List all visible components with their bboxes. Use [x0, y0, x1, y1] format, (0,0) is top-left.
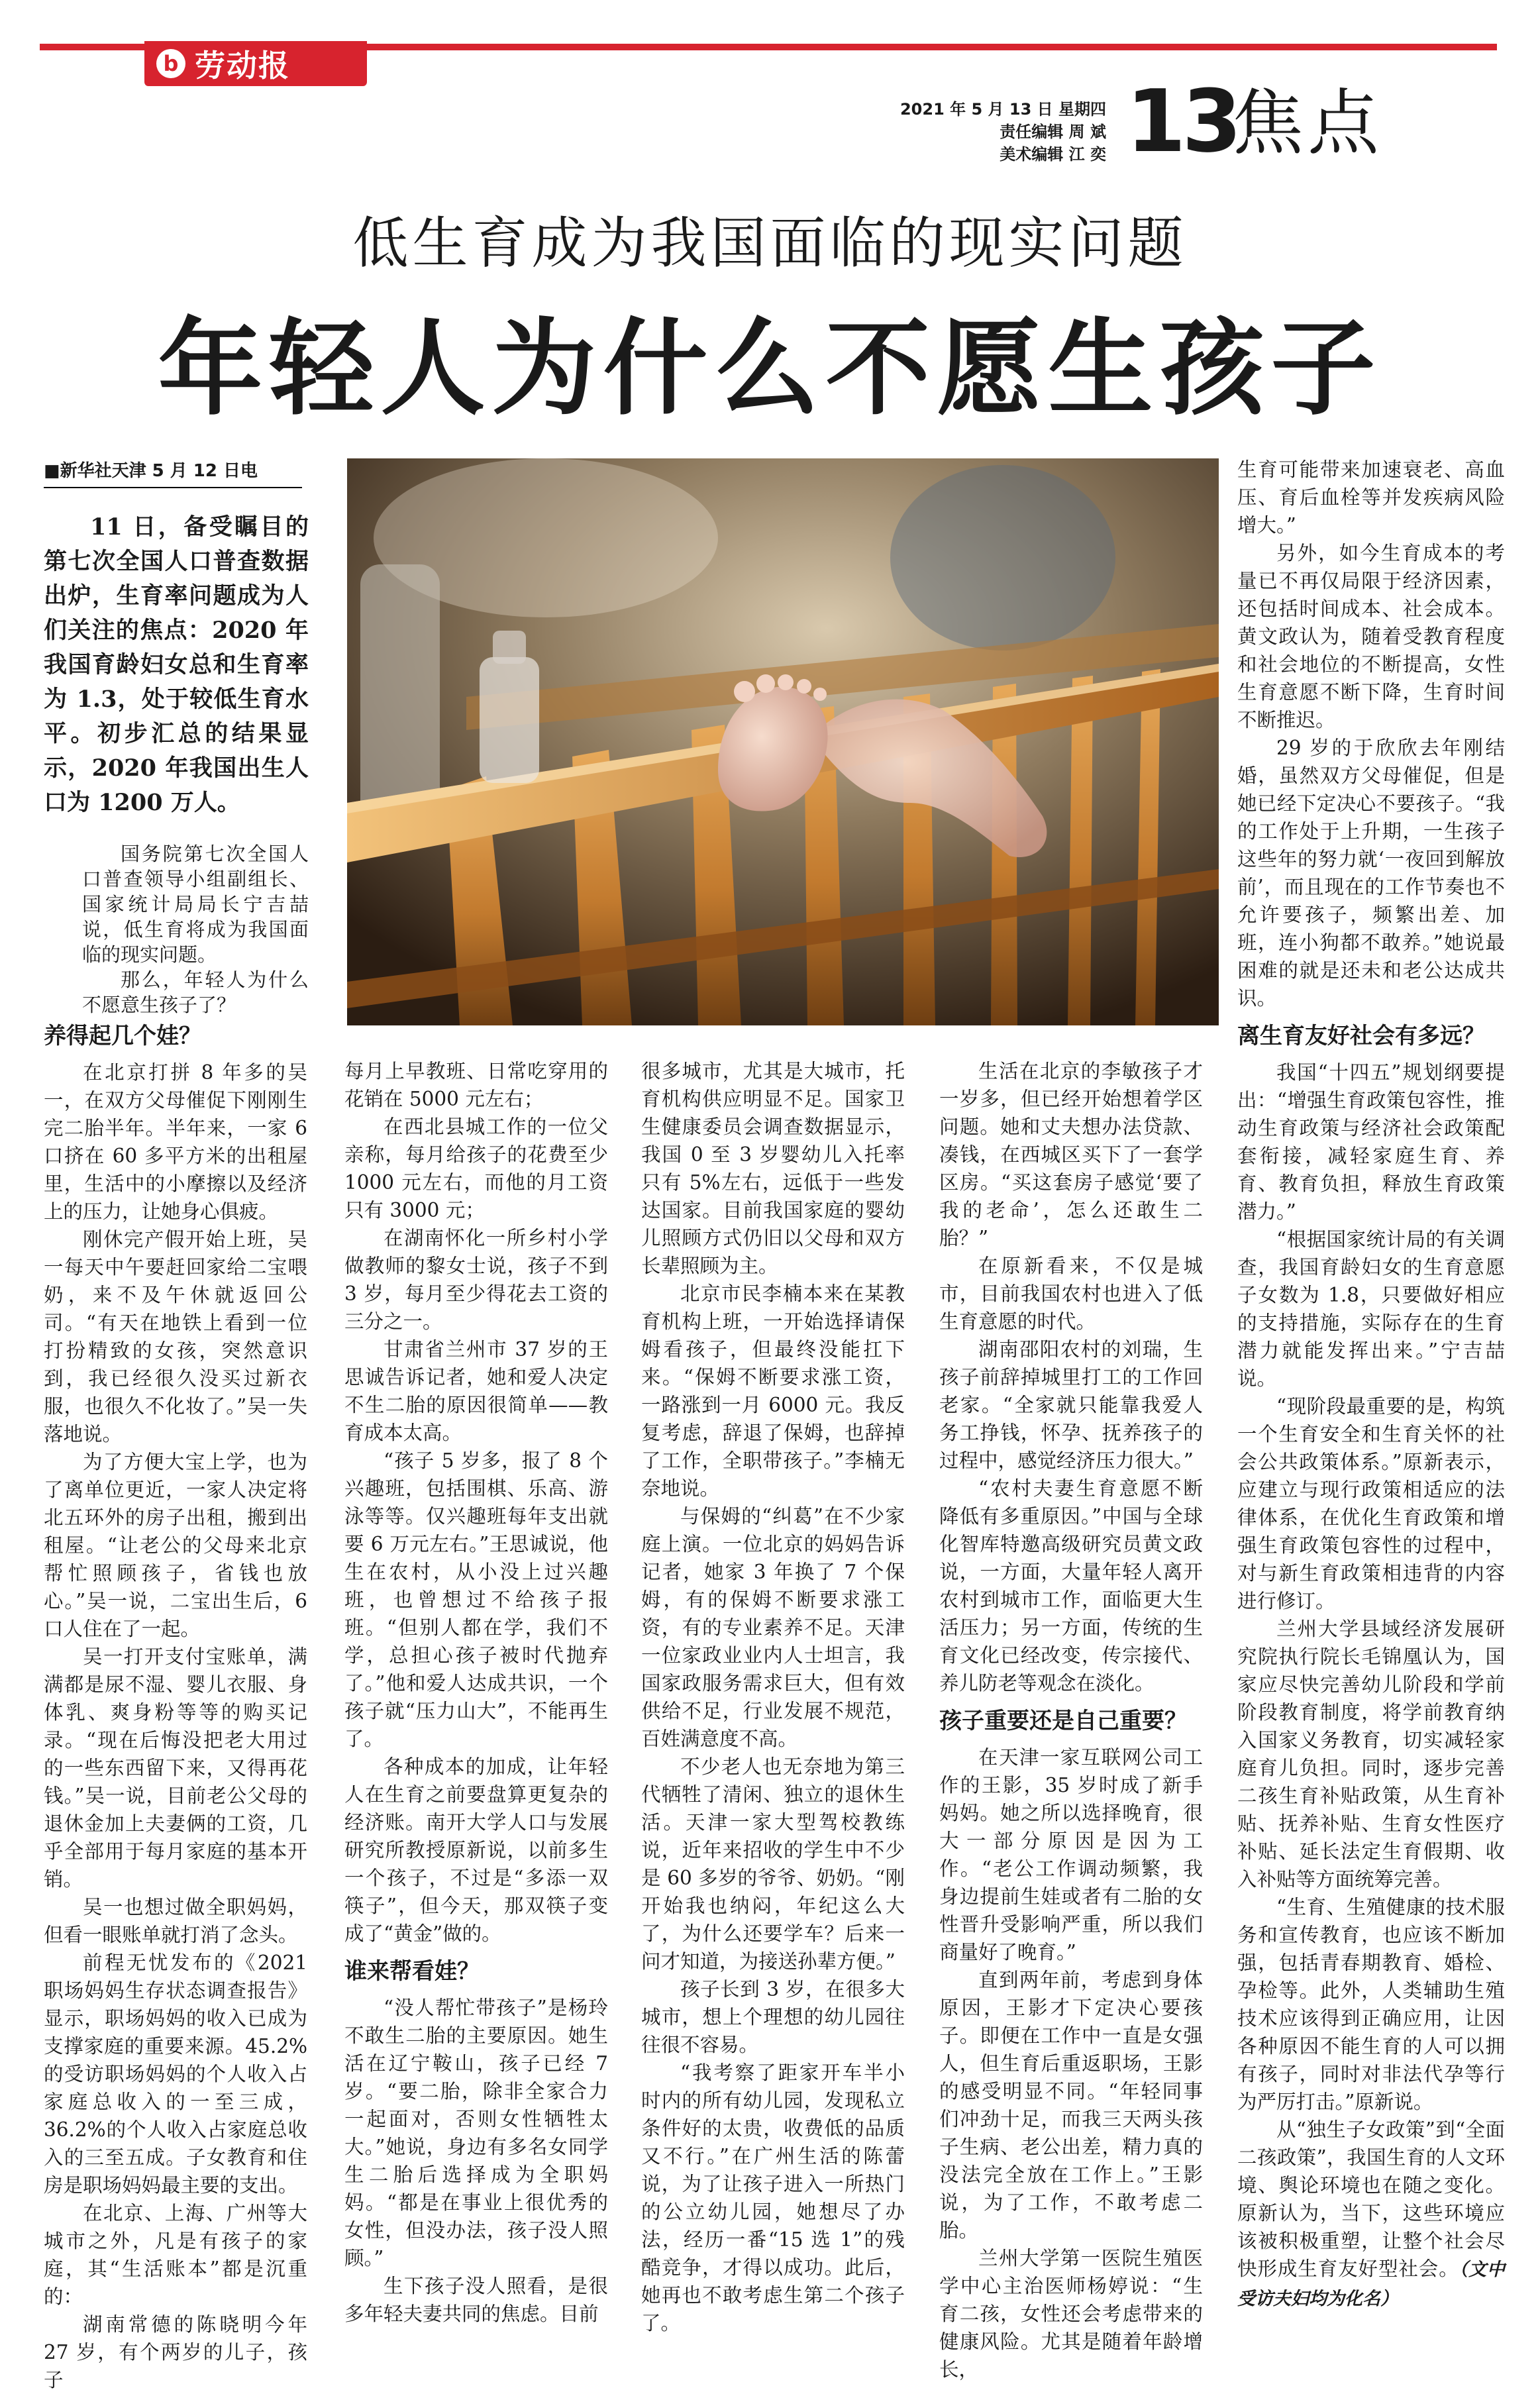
issue-date: 2021 年 5 月 13 日 星期四: [899, 100, 1106, 119]
body-paragraph: 29 岁的于欣欣去年刚结婚，虽然双方父母催促，但是她已经下定决心不要孩子。“我的工作处于上升期，一生孩子这些年的努力就‘一夜回到解放前’，而且现在的工作节奏也不允许要孩子，频繁出差、加班，连小狗都不敢养。”她说最困难的就是还未和老公达成共识。: [1237, 737, 1505, 1010]
body-column-2: [344, 1057, 608, 2325]
body-paragraph: 在原新看来，不仅是城市，目前我国农村也进入了低生育意愿的时代。: [939, 1255, 1203, 1333]
newspaper-name: 劳动报: [195, 48, 290, 83]
art-editor-credit: 美术编辑 江 奕: [1000, 145, 1106, 164]
body-paragraph: 在北京、上海、广州等大城市之外，凡是有孩子的家庭，其“生活账本”都是沉重的：: [44, 2202, 307, 2308]
article-photo: [347, 458, 1219, 1025]
edition-info: [861, 98, 1106, 166]
section-heading: 离生育友好社会有多远？: [1237, 1023, 1485, 1049]
body-paragraph: 不少老人也无奈地为第三代牺牲了清闲、独立的退休生活。天津一家大型驾校教练说，近年来招收的学生中不少是 60 多岁的爷爷、奶奶。“刚开始我也纳闷，年纪这么大了，为什么还要学车？后来一问才知道，为接送孙辈方便。”: [641, 1755, 905, 1973]
intro-block: [82, 841, 309, 1017]
body-paragraph: 湖南常德的陈晓明今年 27 岁，有个两岁的儿子，孩子: [44, 2313, 307, 2391]
body-paragraph: “生育、生殖健康的技术服务和宣传教育，也应该不断加强，包括青春期教育、婚检、孕检等。此外，人类辅助生殖技术应该得到正确应用，让因各种原因不能生育的人可以拥有孩子，同时对非法代孕等行为严厉打击。”原新说。: [1237, 1896, 1505, 2113]
body-paragraph: 为了方便大宝上学，也为了离单位更近，一家人决定将北五环外的房子出租，搬到出租屋。“让老公的父母来北京帮忙照顾孩子，省钱也放心。”吴一说，二宝出生后，6 口人住在了一起。: [44, 1451, 307, 1640]
article-headline: 年轻人为什么不愿生孩子: [158, 307, 1382, 430]
body-paragraph: 湖南邵阳农村的刘瑞，生孩子前辞掉城里打工的工作回老家。“全家就只能靠我爱人务工挣钱，怀孕、抚养孩子的过程中，感觉经济压力很大。”: [939, 1338, 1203, 1472]
body-column-5: [1237, 456, 1505, 2309]
body-paragraph: “农村夫妻生育意愿不断降低有多重原因。”中国与全球化智库特邀高级研究员黄文政说，一方面，大量年轻人离开农村到城市工作，面临更大生活压力；另一方面，传统的生育文化已经改变，传宗接代、养儿防老等观念在淡化。: [939, 1477, 1203, 1694]
body-paragraph: 直到两年前，考虑到身体原因，王影才下定决心要孩子。即便在工作中一直是女强人，但生育后重返职场，王影的感受明显不同。“年轻同事们冲劲十足，而我三天两头孩子生病、老公出差，精力真的没法完全放在工作上。”王影说，为了工作，不敢考虑二胎。: [939, 1969, 1203, 2242]
body-paragraph: 在湖南怀化一所乡村小学做教师的黎女士说，孩子不到 3 岁，每月至少得花去工资的三分之一。: [344, 1227, 608, 1333]
body-paragraph: 另外，如今生育成本的考量已不再仅局限于经济因素，还包括时间成本、社会成本。黄文政认为，随着受教育程度和社会地位的不断提高，女性生育意愿不断下降，生育时间不断推迟。: [1237, 542, 1505, 731]
body-paragraph: 北京市民李楠本来在某教育机构上班，一开始选择请保姆看孩子，但最终没能扛下来。“保姆不断要求涨工资，一路涨到一月 6000 元。我反复考虑，辞退了保姆，也辞掉了工作，全职带孩子。”李楠无奈地说。: [641, 1282, 905, 1500]
body-paragraph: 各种成本的加成，让年轻人在生育之前要盘算更复杂的经济账。南开大学人口与发展研究所教授原新说，以前多生一个孩子，不过是“多添一双筷子”，但今天，那双筷子变成了“黄金”做的。: [344, 1755, 608, 1945]
body-paragraph: “没人帮忙带孩子”是杨玲不敢生二胎的主要原因。她生活在辽宁鞍山，孩子已经 7 岁。“要二胎，除非全家合力一起面对，否则女性牺牲太大。”她说，身边有多名女同学生二胎后选择成为全职妈妈。“都是在事业上很优秀的女性，但没办法，孩子没人照顾。”: [344, 1997, 608, 2269]
body-paragraph: 刚休完产假开始上班，吴一每天中午要赶回家给二宝喂奶，来不及午休就返回公司。“有天在地铁上看到一位打扮精致的女孩，突然意识到，我已经很久没买过新衣服，也很久不化妆了。”吴一失落地说。: [44, 1228, 307, 1445]
body-paragraph: 每月上早教班、日常吃穿用的花销在 5000 元左右；: [344, 1060, 608, 1110]
page-number: 13: [1126, 71, 1238, 172]
body-paragraph: 孩子长到 3 岁，在很多大城市，想上个理想的幼儿园往往很不容易。: [641, 1978, 905, 2056]
body-paragraph: 生育可能带来加速衰老、高血压、育后血栓等并发疾病风险增大。”: [1237, 458, 1505, 537]
body-paragraph: 生下孩子没人照看，是很多年轻夫妻共同的焦虑。目前: [344, 2275, 608, 2325]
body-paragraph: “根据国家统计局的有关调查，我国育龄妇女的生育意愿子女数为 1.8，只要做好相应的支持措施，实际存在的生育潜力就能发挥出来。”宁吉喆说。: [1237, 1228, 1505, 1390]
section-heading: 孩子重要还是自己重要？: [939, 1708, 1187, 1734]
body-paragraph: 吴一打开支付宝账单，满满都是尿不湿、婴儿衣服、身体乳、爽身粉等等的购买记录。“现在后悔没把老大用过的一些东西留下来，又得再花钱。”吴一说，目前老公父母的退休金加上夫妻俩的工资，几乎全部用于每月家庭的基本开销。: [44, 1645, 307, 1891]
body-column-4: [939, 1057, 1203, 2381]
section-title: 焦点: [1232, 82, 1384, 165]
body-paragraph: 生活在北京的李敏孩子才一岁多，但已经开始想着学区问题。她和丈夫想办法贷款、凑钱，在西城区买下了一套学区房。“买这套房子感觉‘要了我的老命’，怎么还敢生二胎？”: [939, 1060, 1203, 1249]
body-paragraph: 很多城市，尤其是大城市，托育机构供应明显不足。国家卫生健康委员会调查数据显示，我国 0 至 3 岁婴幼儿入托率只有 5%左右，远低于一些发达国家。目前我国家庭的婴幼儿照顾方式仍旧以父母和双方长辈照顾为主。: [641, 1060, 905, 1277]
article-subtitle: 低生育成为我国面临的现实问题: [352, 211, 1188, 276]
body-paragraph: 在西北县城工作的一位父亲称，每月给孩子的花费至少 1000 元左右，而他的月工资只有 3000 元；: [344, 1116, 608, 1222]
section-heading: 谁来帮看娃？: [344, 1958, 480, 1985]
body-paragraph: 兰州大学第一医院生殖医学中心主治医师杨婷说：“生育二孩，女性还会考虑带来的健康风险。尤其是随着年龄增长，: [939, 2247, 1203, 2381]
body-paragraph: 我国“十四五”规划纲要提出：“增强生育政策包容性，推动生育政策与经济社会政策配套衔接，减轻家庭生育、养育、教育负担，释放生育政策潜力。”: [1237, 1061, 1505, 1223]
logo-mark-icon: b: [156, 49, 185, 78]
section-heading: 养得起几个娃？: [44, 1023, 201, 1049]
body-paragraph: “现阶段最重要的是，构筑一个生育安全和生育关怀的社会公共政策体系。”原新表示，应建立与现行政策相适应的法律体系，在优化生育政策和增强生育政策包容性的过程中，对与新生育政策相违背的内容进行修订。: [1237, 1395, 1505, 1612]
body-column-1: [44, 1012, 307, 2391]
body-paragraph: 吴一也想过做全职妈妈，但看一眼账单就打消了念头。: [44, 1896, 307, 1946]
closing-paragraph: 从“独生子女政策”到“全面二孩政策”，我国生育的人文环境、舆论环境也在随之变化。原新认为，当下，这些环境应该被积极重塑，让整个社会尽快形成生育友好型社会。: [1237, 2118, 1505, 2280]
body-paragraph: 兰州大学县域经济发展研究院执行院长毛锦凰认为，国家应尽快完善幼儿阶段和学前阶段教育制度，将学前教育纳入国家义务教育，切实减轻家庭育儿负担。同时，逐步完善二孩生育补贴政策，从生育补贴、抚养补贴、生育女性医疗补贴、延长法定生育假期、收入补贴等方面统筹完善。: [1237, 1618, 1505, 1891]
body-paragraph: 甘肃省兰州市 37 岁的王思诚告诉记者，她和爱人决定不生二胎的原因很简单——教育成本太高。: [344, 1338, 608, 1444]
body-paragraph: 前程无忧发布的《2021 职场妈妈生存状态调查报告》显示，职场妈妈的收入已成为支撑家庭的重要来源。45.2%的受访职场妈妈的个人收入占家庭总收入的一至三成，36.2%的个人收入占家庭总收入的三至五成。子女教育和住房是职场妈妈最主要的支出。: [44, 1952, 307, 2197]
dateline: ■新华社天津 5 月 12 日电: [44, 457, 302, 488]
intro-paragraph: 国务院第七次全国人口普查领导小组副组长、国家统计局局长宁吉喆说，低生育将成为我国面临的现实问题。: [82, 843, 309, 966]
crib-baby-photo-image: [347, 458, 1219, 1025]
pseudonym-note: （文中受访夫妇均为化名）: [1237, 2260, 1505, 2309]
body-paragraph: 与保姆的“纠葛”在不少家庭上演。一位北京的妈妈告诉记者，她家 3 年换了 7 个保姆，有的保姆不断要求涨工资，有的专业素养不足。天津一位家政业业内人士坦言，我国家政服务需求巨大，但有效供给不足，行业发展不规范，百姓满意度不高。: [641, 1505, 905, 1750]
body-paragraph: “孩子 5 岁多，报了 8 个兴趣班，包括围棋、乐高、游泳等等。仅兴趣班每年支出就要 6 万元左右。”王思诚说，他生在农村，从小没上过兴趣班，也曾想过不给孩子报班。“但别人都在学，我们不学，总担心孩子被时代抛弃了。”他和爱人达成共识，一个孩子就“压力山大”，不能再生了。: [344, 1449, 608, 1750]
intro-paragraph: 那么，年轻人为什么不愿意生孩子了？: [82, 968, 309, 1016]
body-paragraph: [1237, 2116, 1505, 2313]
body-paragraph: 在天津一家互联网公司工作的王影，35 岁时成了新手妈妈。她之所以选择晚育，很大一部分原因是因为工作。“老公工作调动频繁，我身边提前生娃或者有二胎的女性晋升受影响严重，所以我们商量好了晚育。”: [939, 1746, 1203, 1963]
body-column-3: [641, 1057, 905, 2334]
editor-credit: 责任编辑 周 斌: [1000, 123, 1106, 141]
body-paragraph: 在北京打拼 8 年多的吴一，在双方父母催促下刚刚生完二胎半年。半年来，一家 6 口挤在 60 多平方米的出租屋里，生活中的小摩擦以及经济上的压力，让她身心俱疲。: [44, 1061, 307, 1223]
lead-paragraph: 11 日，备受瞩目的第七次全国人口普查数据出炉，生育率问题成为人们关注的焦点：2020 年我国育龄妇女总和生育率为 1.3，处于较低生育水平。初步汇总的结果显示，2020 年我国出生人口为 1200 万人。: [44, 513, 309, 816]
body-paragraph: “我考察了距家开车半小时内的所有幼儿园，发现私立条件好的太贵，收费低的品质又不行。”在广州生活的陈蕾说，为了让孩子进入一所热门的公立幼儿园，她想尽了办法，经历一番“15 选 1”的残酷竞争，才得以成功。此后，她再也不敢考虑生第二个孩子了。: [641, 2061, 905, 2334]
newspaper-logo: [144, 41, 367, 86]
